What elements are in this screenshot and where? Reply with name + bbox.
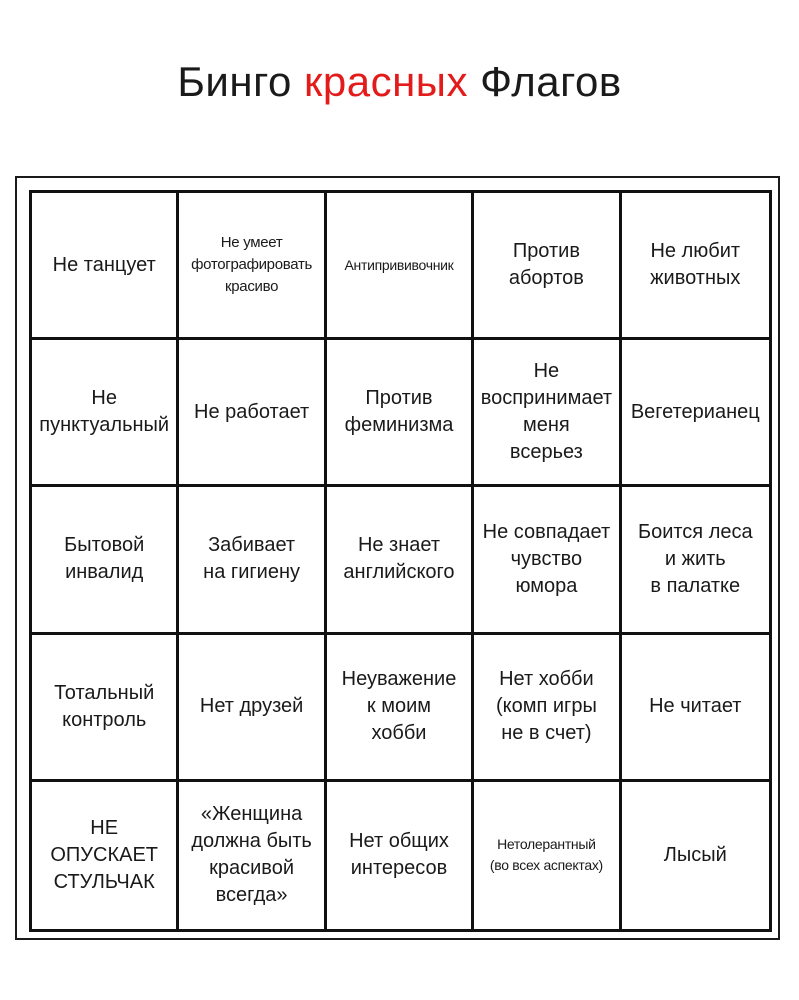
cell-ne-lyubit-zhivotnyh: Не любит животных [622, 193, 769, 340]
cell-ne-punktualnyi: Не пунктуальный [32, 340, 179, 487]
cell-boitsya-lesa: Боится леса и жить в палатке [622, 487, 769, 634]
bingo-grid [29, 190, 772, 932]
cell-protiv-abortov: Против абортов [474, 193, 621, 340]
cell-netolerantnyi: Нетолерантный (во всех аспектах) [474, 782, 621, 929]
cell-ne-vosprinimaet-vserez: Не воспринимает меня всерьез [474, 340, 621, 487]
cell-net-obshchih-interesov: Нет общих интересов [327, 782, 474, 929]
bingo-card-frame [15, 176, 780, 940]
cell-ne-chitaet: Не читает [622, 635, 769, 782]
cell-zabivaet-na-gigienu: Забивает на гигиену [179, 487, 326, 634]
cell-ne-opuskaet-stulchak: НЕ ОПУСКАЕТ СТУЛЬЧАК [32, 782, 179, 929]
cell-ne-znaet-angliiskogo: Не знает английского [327, 487, 474, 634]
cell-ne-tantsuet: Не танцует [32, 193, 179, 340]
cell-ne-umeet-fotografirovat: Не умеет фотографировать красиво [179, 193, 326, 340]
cell-lysyi: Лысый [663, 843, 727, 866]
cell-neuvazhenie-k-hobbi: Неуважение к моим хобби [327, 635, 474, 782]
title-part-red: красных [304, 58, 468, 105]
cell-totalnyi-kontrol: Тотальный контроль [32, 635, 179, 782]
cell-net-hobbi: Нет хобби (комп игры не в счет) [474, 635, 621, 782]
cell-vegetarianets: Вегетерианец [622, 340, 769, 487]
cell-zhenshchina-dolzhna: «Женщина должна быть красивой всегда» [179, 782, 326, 929]
cell-ne-sovpadaet-yumor: Не совпадает чувство юмора [474, 487, 621, 634]
cell-bytovoi-invalid: Бытовой инвалид [32, 487, 179, 634]
cell-antiprivivochnik: Антипрививочник [327, 193, 474, 340]
title-part-flags: Флагов [468, 58, 622, 105]
cell-protiv-feminizma: Против феминизма [327, 340, 474, 487]
page-title [0, 52, 799, 112]
title-part-bingo: Бинго [177, 58, 305, 105]
cell-net-druzei: Нет друзей [179, 635, 326, 782]
cell-ne-rabotaet: Не работает [179, 340, 326, 487]
